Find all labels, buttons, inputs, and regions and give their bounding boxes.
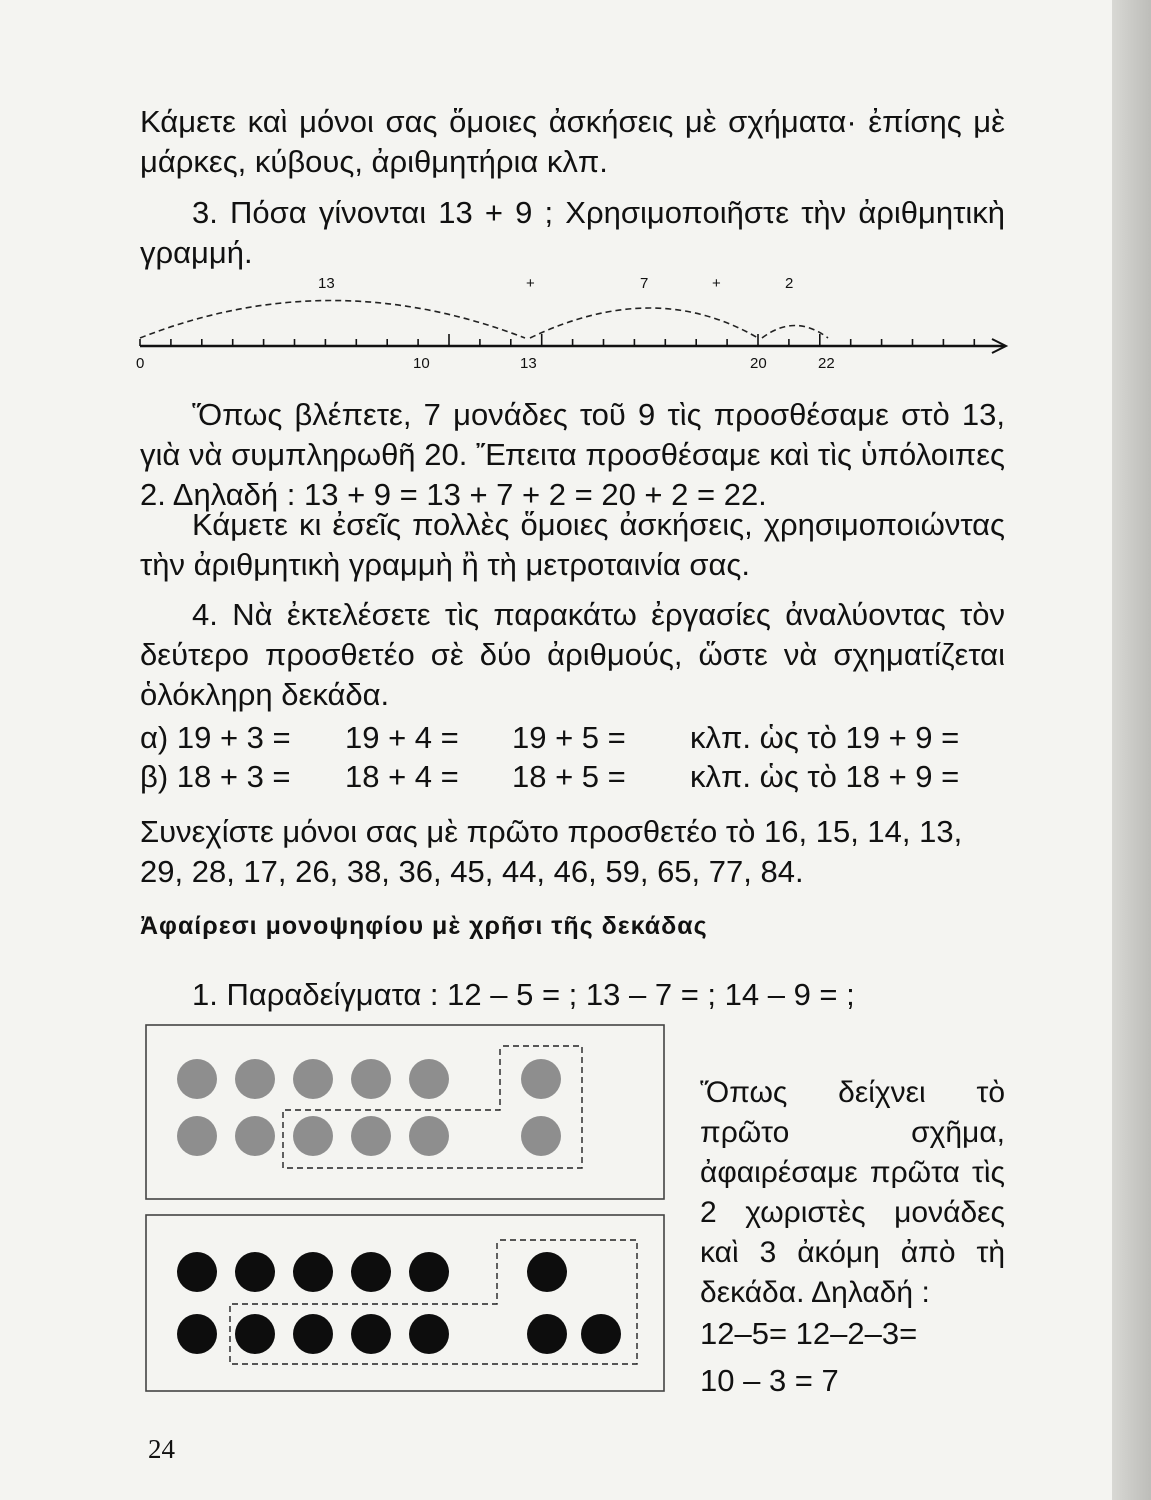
gray-counter-dot — [293, 1116, 333, 1156]
gray-counter-dot — [351, 1116, 391, 1156]
black-counter-dot — [177, 1314, 217, 1354]
task-3: 3. Πόσα γίνονται 13 + 9 ; Χρησιμοποιῆστε τὴν ἀριθμητικὴ γραμμή. — [140, 195, 1005, 270]
row-a-col1: α) 19 + 3 = — [140, 720, 291, 755]
top-label-13: 13 — [318, 275, 335, 292]
black-counter-dot — [527, 1252, 567, 1292]
black-counter-dot — [351, 1252, 391, 1292]
gray-counter-dot — [235, 1059, 275, 1099]
gray-counter-dot — [521, 1059, 561, 1099]
gray-counter-dot — [235, 1116, 275, 1156]
row-b-col4: κλπ. ὡς τὸ 18 + 9 = — [690, 759, 960, 794]
black-counter-dot — [235, 1314, 275, 1354]
task-4: 4. Νὰ ἐκτελέσετε τὶς παρακάτω ἐργασίες ἀναλύοντας τὸν δεύτερο προσθετέο σὲ δύο ἀριθμούς, ὥστε νὰ σχηματίζεται ὁλόκληρη δεκάδα. — [140, 597, 1005, 712]
gray-counter-dot — [521, 1116, 561, 1156]
bottom-label-20: 20 — [750, 355, 767, 372]
black-counter-dot — [527, 1314, 567, 1354]
bottom-label-13: 13 — [520, 355, 537, 372]
number-line — [130, 268, 1010, 378]
row-b-col3: 18 + 5 = — [512, 759, 626, 794]
black-counter-dot — [409, 1252, 449, 1292]
black-counter-dot — [177, 1252, 217, 1292]
figure-black-dots — [145, 1214, 667, 1394]
top-label-plus: + — [712, 275, 721, 292]
jump-arc-13 — [140, 301, 525, 339]
side-explanation: Ὅπως δείχνει τὸ πρῶτο σχῆμα, ἀφαιρέσαμε πρῶτα τὶς 2 χωριστὲς μονάδες καὶ 3 ἀκόμη ἀπὸ τὴ δεκάδα. Δηλαδή : — [700, 1076, 1005, 1309]
top-label-7: 7 — [640, 275, 649, 292]
explanation-paragraph: Ὅπως βλέπετε, 7 μονάδες τοῦ 9 τὶς προσθέσαμε στὸ 13, γιὰ νὰ συμπληρωθῆ 20. Ἔπειτα προσθέσαμε καὶ τὶς ὑπόλοιπες 2. Δηλαδή : 13 + 9 = 13 + 7 + 2 = 20 + 2 = 22. — [140, 397, 1005, 512]
top-label-plus: + — [526, 275, 535, 292]
gray-counter-dot — [293, 1059, 333, 1099]
gray-counter-dot — [177, 1059, 217, 1099]
continue-paragraph: Συνεχίστε μόνοι σας μὲ πρῶτο προσθετέο τὸ 16, 15, 14, 13, 29, 28, 17, 26, 38, 36, 45, 44, 46, 59, 65, 77, 84. — [140, 814, 963, 889]
page-number: 24 — [148, 1434, 175, 1464]
black-counter-dot — [293, 1252, 333, 1292]
gray-counter-dot — [409, 1059, 449, 1099]
row-a-col4: κλπ. ὡς τὸ 19 + 9 = — [690, 720, 960, 755]
row-a-col2: 19 + 4 = — [345, 720, 459, 755]
figure-gray-dots — [145, 1024, 667, 1202]
row-b-col2: 18 + 4 = — [345, 759, 459, 794]
row-a-col3: 19 + 5 = — [512, 720, 626, 755]
jump-arc-7 — [530, 308, 758, 338]
gray-counter-dot — [177, 1116, 217, 1156]
black-counter-dot — [235, 1252, 275, 1292]
black-counter-dot — [351, 1314, 391, 1354]
black-counter-dot — [581, 1314, 621, 1354]
row-b-col1: β) 18 + 3 = — [140, 759, 291, 794]
examples-line: 1. Παραδείγματα : 12 – 5 = ; 13 – 7 = ; 14 – 9 = ; — [192, 977, 855, 1012]
bottom-label-22: 22 — [818, 355, 835, 372]
page-edge — [1112, 0, 1151, 1500]
gray-counter-dot — [409, 1116, 449, 1156]
equation-2: 10 – 3 = 7 — [700, 1363, 839, 1398]
gray-counter-dot — [351, 1059, 391, 1099]
equation-1: 12–5= 12–2–3= — [700, 1316, 918, 1351]
jump-arc-2 — [762, 326, 828, 339]
black-counter-dot — [409, 1314, 449, 1354]
bottom-label-10: 10 — [413, 355, 430, 372]
black-counter-dot — [293, 1314, 333, 1354]
intro-paragraph: Κάμετε καὶ μόνοι σας ὅμοιες ἀσκήσεις μὲ σχήματα· ἐπίσης μὲ μάρκες, κύβους, ἀριθμητήρια κλπ. — [140, 104, 1005, 179]
practice-paragraph: Κάμετε κι ἐσεῖς πολλὲς ὅμοιες ἀσκήσεις, χρησιμοποιώντας τὴν ἀριθμητικὴ γραμμὴ ἢ τὴ μετροταινία σας. — [140, 507, 1005, 582]
top-label-2: 2 — [785, 275, 794, 292]
section-heading: Ἀφαίρεσι μονοψηφίου μὲ χρῆσι τῆς δεκάδας — [140, 912, 708, 940]
bottom-label-0: 0 — [136, 355, 145, 372]
